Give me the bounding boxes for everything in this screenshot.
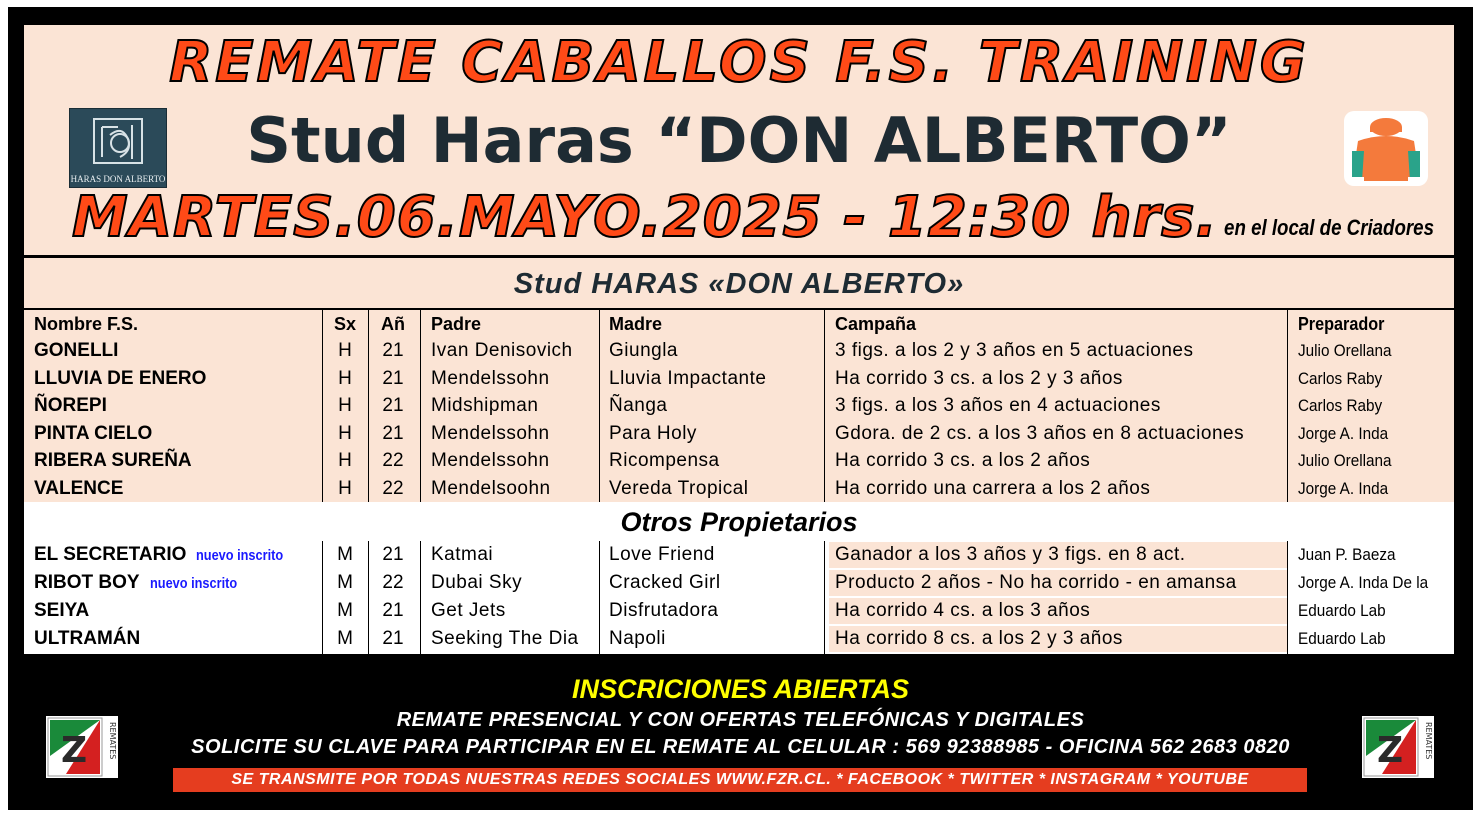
cell-text-name: LLUVIA DE ENERO [34,367,207,389]
cell-name [34,625,322,653]
grid-line [368,541,369,656]
inscriptions-open: INSCRICIONES ABIERTAS [571,674,910,704]
cell-sx [324,569,366,597]
auction-date: MARTES.06.MAYO.2025 - 12:30 hrs. [72,185,1218,250]
cell-text-name: VALENCE [34,477,124,499]
cell-prep [1298,392,1437,420]
cell-text-sx: H [338,367,352,389]
cell-padre [431,447,599,475]
cell-name [34,541,322,569]
cell-text-prep: Carlos Raby [1298,368,1383,388]
cell-prep [1298,625,1437,653]
cell-text-sx: H [338,395,352,416]
cell-text-name: PINTA CIELO [34,422,153,444]
cell-sx [324,447,366,475]
cell-campana [835,420,1287,448]
cell-text-an: 22 [382,572,404,593]
footer-line-1: REMATE PRESENCIAL Y CON OFERTAS TELEFÓNICAS Y DIGITALES [396,709,1085,731]
cell-text-campana: Ha corrido 3 cs. a los 2 años [835,450,1091,471]
logo-remates-text: REMATES [1424,722,1433,760]
grid-line [599,309,600,502]
col-madre: Madre [609,314,663,334]
cell-text-madre: Giungla [609,340,678,361]
grid-line [420,541,421,656]
cell-text-campana: Gdora. de 2 cs. a los 3 años en 8 actuaciones [835,422,1245,444]
cell-text-sx: H [338,340,352,361]
grid-line [420,309,421,502]
cell-text-name: ÑOREPI [34,395,107,416]
stud-name: Stud Haras “DON ALBERTO” [246,104,1232,177]
cell-text-campana: Producto 2 años - No ha corrido - en amansa [835,572,1237,593]
cell-padre [431,392,599,420]
footer-social-bar: SE TRANSMITE POR TODAS NUESTRAS REDES SOCIALES WWW.FZR.CL. * FACEBOOK * TWITTER * INSTAGRAM * YOUTUBE [173,768,1307,792]
cell-an [369,541,417,569]
cell-text-madre: Disfrutadora [609,600,719,621]
cell-campana [835,447,1287,475]
footer-line-2: SOLICITE SU CLAVE PARA PARTICIPAR EN EL REMATE AL CELULAR : 569 92388985 - OFICINA 562 2683 0820 [191,736,1290,758]
cell-text-madre: Vereda Tropical [609,477,749,499]
table-row [24,569,1454,597]
cell-sx [324,597,366,625]
cell-campana [829,542,1287,568]
cell-madre [609,597,821,625]
cell-an [369,597,417,625]
cell-an [369,475,417,503]
otros-rows-group [24,541,1454,654]
stud-section-title-text: Stud HARAS «DON ALBERTO» [513,268,965,300]
grid-line [368,309,369,502]
cell-an [369,420,417,448]
cell-padre [431,365,599,393]
cell-campana [835,365,1287,393]
col-campana: Campaña [835,314,917,334]
cell-madre [609,569,821,597]
cell-an [369,365,417,393]
cell-sx [324,420,366,448]
cell-sx [324,625,366,653]
cell-name [34,420,322,448]
cell-campana [829,570,1287,596]
grid-line [1287,309,1288,502]
cell-madre [609,365,821,393]
cell-text-padre: Midshipman [431,395,539,416]
cell-text-name: EL SECRETARIO [34,544,187,565]
fzr-remates-logo-right [1362,716,1434,778]
cell-text-prep: Julio Orellana [1298,451,1392,470]
col-an: Añ [381,314,405,334]
cell-text-sx: H [338,477,352,499]
cell-madre [609,447,821,475]
cell-madre [609,392,821,420]
cell-an [369,447,417,475]
col-padre: Padre [431,314,482,334]
cell-text-name: GONELLI [34,340,119,361]
cell-text-an: 21 [382,367,404,389]
cell-text-an: 21 [382,422,404,444]
cell-text-an: 21 [382,628,404,649]
otros-section-title-text: Otros Propietarios [620,507,858,537]
cell-text-name: SEIYA [34,600,90,621]
cell-name [34,365,322,393]
cell-text-prep: Eduardo Lab [1298,629,1386,648]
cell-text-sx: M [337,544,353,565]
cell-madre [609,541,821,569]
cell-an [369,337,417,365]
grid-line [599,541,600,656]
cell-text-sx: M [337,628,353,649]
cell-prep [1298,475,1437,503]
cell-text-madre: Love Friend [609,544,715,565]
cell-text-an: 21 [382,600,404,621]
cell-padre [431,597,599,625]
cell-campana [835,475,1287,503]
cell-prep [1298,541,1437,569]
auction-title: REMATE CABALLOS F.S. TRAINING [169,30,1309,95]
cell-text-sx: H [338,422,352,444]
cell-sx [324,392,366,420]
cell-padre [431,569,599,597]
cell-text-prep: Carlos Raby [1298,396,1383,415]
cell-text-campana: Ha corrido 4 cs. a los 3 años [835,600,1091,621]
cell-padre [431,541,599,569]
cell-name [34,569,322,597]
cell-text-padre: Mendelssohn [431,422,550,444]
table-row [24,420,1454,448]
cell-text-madre: Ricompensa [609,450,720,471]
svg-text:Z: Z [60,730,88,771]
cell-text-campana: 3 figs. a los 3 años en 4 actuaciones [835,395,1161,416]
cell-sx [324,475,366,503]
cell-text-an: 21 [382,395,404,416]
cell-text-an: 21 [382,544,404,565]
table-row [24,447,1454,475]
cell-text-name: ULTRAMÁN [34,628,141,649]
col-sx: Sx [333,314,357,334]
cell-prep [1298,597,1437,625]
cell-text-padre: Mendelsoohn [431,477,551,499]
table-row [24,392,1454,420]
cell-madre [609,625,821,653]
cell-padre [431,337,599,365]
stud-rows-group [24,337,1454,502]
otros-section-title [24,502,1454,541]
cell-text-padre: Get Jets [431,600,506,621]
cell-campana [835,392,1287,420]
cell-an [369,625,417,653]
auction-venue: en el local de Criadores [1224,215,1434,240]
cell-text-campana: Ha corrido 8 cs. a los 2 y 3 años [835,628,1123,649]
cell-text-campana: Ha corrido 3 cs. a los 2 y 3 años [835,367,1123,389]
cell-text-padre: Katmai [431,544,494,565]
cell-name [34,392,322,420]
grid-line [322,541,323,656]
grid-line [824,541,825,656]
cell-text-prep: Eduardo Lab [1298,601,1386,620]
cell-madre [609,420,821,448]
cell-text-prep: Julio Orellana [1298,341,1392,360]
cell-name [34,475,322,503]
cell-text-name: RIBOT BOY [34,572,140,593]
cell-an [369,392,417,420]
cell-padre [431,625,599,653]
logo-remates-text: REMATES [108,722,117,760]
cell-text-madre: Napoli [609,628,666,649]
new-entry-badge: nuevo inscrito [149,575,237,592]
cell-text-prep: Jorge A. Inda [1298,478,1389,498]
cell-prep [1298,447,1437,475]
cell-padre [431,475,599,503]
table-header [24,309,1454,339]
col-nombre: Nombre F.S. [34,314,139,334]
col-preparador: Preparador [1298,314,1385,334]
table-row [24,337,1454,365]
cell-prep [1298,420,1437,448]
cell-sx [324,365,366,393]
cell-text-padre: Ivan Denisovich [431,340,573,361]
cell-text-campana: Ha corrido una carrera a los 2 años [835,477,1151,499]
cell-text-madre: Lluvia Impactante [609,367,767,389]
cell-name [34,597,322,625]
cell-text-sx: M [337,600,353,621]
svg-text:Z: Z [1376,730,1404,771]
cell-text-campana: Ganador a los 3 años y 3 figs. en 8 act. [835,544,1186,565]
cell-prep [1298,337,1437,365]
cell-an [369,569,417,597]
cell-text-campana: 3 figs. a los 2 y 3 años en 5 actuaciones [835,340,1194,361]
cell-name [34,447,322,475]
cell-text-padre: Mendelssohn [431,367,550,389]
cell-text-padre: Mendelssohn [431,450,550,471]
cell-text-padre: Dubai Sky [431,572,523,593]
cell-sx [324,337,366,365]
cell-name [34,337,322,365]
cell-campana [829,626,1287,652]
table-row [24,541,1454,569]
cell-text-prep: Jorge A. Inda [1298,423,1389,443]
fzr-remates-logo-left [46,716,118,778]
grid-line [824,309,825,502]
cell-prep [1298,365,1437,393]
cell-text-padre: Seeking The Dia [431,628,579,649]
logo-caption: HARAS DON ALBERTO [70,174,166,184]
table-row [24,597,1454,625]
cell-text-madre: Para Holy [609,422,697,444]
cell-text-prep: Jorge A. Inda De la [1298,573,1429,592]
cell-text-prep: Juan P. Baeza [1298,545,1396,564]
cell-text-an: 22 [382,477,404,499]
cell-padre [431,420,599,448]
cell-campana [829,598,1287,624]
cell-prep [1298,569,1437,597]
table-row [24,365,1454,393]
cell-text-an: 21 [382,340,404,361]
cell-text-sx: M [337,572,353,593]
cell-text-an: 22 [382,450,404,471]
table-row [24,625,1454,653]
grid-line [1287,541,1288,656]
new-entry-badge: nuevo inscrito [196,547,284,564]
table-row [24,475,1454,503]
cell-text-madre: Ñanga [609,395,668,416]
cell-text-madre: Cracked Girl [609,572,721,593]
cell-text-sx: H [338,450,352,471]
cell-madre [609,475,821,503]
cell-sx [324,541,366,569]
cell-campana [835,337,1287,365]
cell-madre [609,337,821,365]
grid-line [322,309,323,502]
cell-text-name: RIBERA SUREÑA [34,450,192,471]
